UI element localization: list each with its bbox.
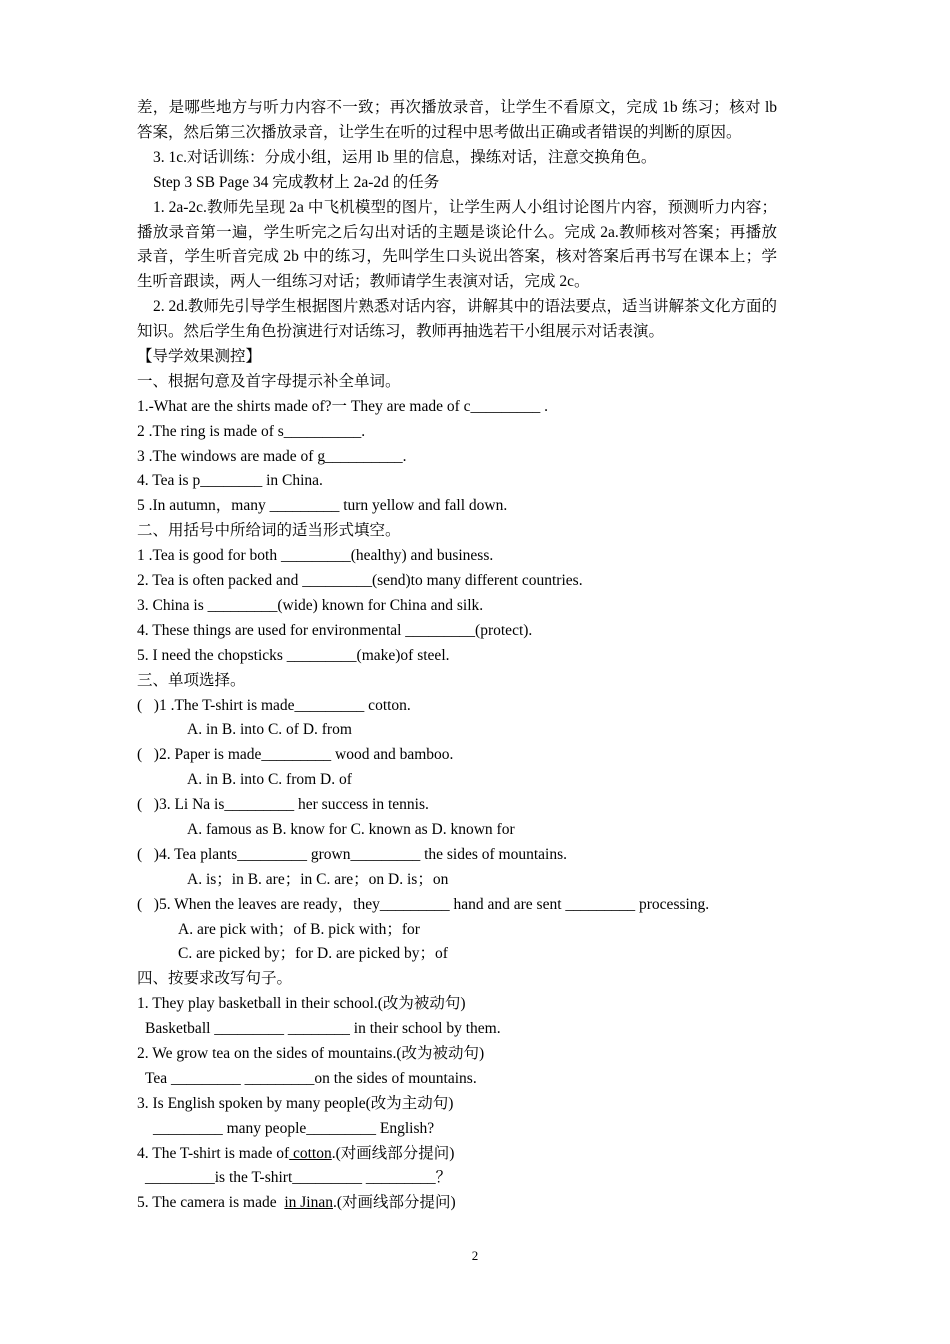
part1-item-3: 3 .The windows are made of g__________. [137, 447, 407, 465]
step3-heading: Step 3 SB Page 34 完成教材上 2a-2d 的任务 [153, 173, 440, 191]
section-title: 【导学效果测控】 [137, 348, 262, 366]
choice-question-3: ( )3. Li Na is_________ her success in tennis. [137, 796, 429, 814]
document-body [137, 96, 777, 1216]
rewrite-sentence-5-text: 5. The camera is made [137, 1194, 285, 1212]
part2-heading: 二、用括号中所给词的适当形式填空。 [137, 522, 401, 540]
part1-item-5: 5 .In autumn，many _________ turn yellow and fall down. [137, 497, 508, 515]
choice-question-1: ( )1 .The T-shirt is made_________ cotton. [137, 696, 411, 714]
rewrite-answer-1: Basketball _________ ________ in their school by them. [145, 1020, 501, 1038]
part2-item-1: 1 .Tea is good for both _________(healthy) and business. [137, 547, 494, 565]
part1-item-2: 2 .The ring is made of s__________. [137, 422, 366, 440]
rewrite-answer-3: _________ many people_________ English? [153, 1119, 435, 1137]
paragraph-2d: 2. 2d.教师先引导学生根据图片熟悉对话内容，讲解其中的语法要点，适当讲解茶文化方面的知识。然后学生角色扮演进行对话练习，教师再抽选若干小组展示对话表演。 [137, 298, 777, 341]
part2-item-3: 3. China is _________(wide) known for China and silk. [137, 596, 484, 614]
part2-item-2: 2. Tea is often packed and _________(send)to many different countries. [137, 572, 583, 590]
choice-question-4: ( )4. Tea plants_________ grown_________ the sides of mountains. [137, 845, 567, 863]
choice-options-4: A. is；in B. are；in C. are；on D. is；on [187, 870, 449, 888]
rewrite-answer-4: _________is the T-shirt_________ _________？ [145, 1169, 452, 1187]
rewrite-sentence-4-text: 4. The T-shirt is made of [137, 1144, 290, 1162]
page-number: 2 [471, 1248, 479, 1263]
underlined-word-cotton: cotton [289, 1144, 332, 1162]
rewrite-sentence-5-instruction: .(对画线部分提问) [333, 1194, 456, 1212]
rewrite-sentence-1: 1. They play basketball in their school.(改为被动句) [137, 995, 466, 1013]
paragraph-1b: 差，是哪些地方与听力内容不一致；再次播放录音，让学生不看原文，完成 1b 练习；核对 lb 答案，然后第三次播放录音，让学生在听的过程中思考做出正确或者错误的判断的原因。 [137, 99, 777, 141]
rewrite-sentence-3: 3. Is English spoken by many people(改为主动句) [137, 1094, 454, 1112]
rewrite-sentence-4 [137, 1142, 777, 1167]
choice-question-5: ( )5. When the leaves are ready，they_________ hand and are sent _________ processing. [137, 895, 710, 913]
choice-options-5a: A. are pick with；of B. pick with；for [178, 920, 420, 938]
choice-question-2: ( )2. Paper is made_________ wood and bamboo. [137, 746, 454, 764]
part2-item-5: 5. I need the chopsticks _________(make)of steel. [137, 646, 450, 664]
part4-heading: 四、按要求改写句子。 [137, 970, 293, 988]
rewrite-sentence-2: 2. We grow tea on the sides of mountains.(改为被动句) [137, 1044, 485, 1062]
choice-options-5b: C. are picked by；for D. are picked by；of [178, 945, 448, 963]
underlined-phrase-in-jinan: in Jinan [284, 1194, 333, 1212]
rewrite-answer-2: Tea _________ _________on the sides of mountains. [145, 1069, 477, 1087]
choice-options-2: A. in B. into C. from D. of [187, 771, 352, 789]
rewrite-sentence-4-instruction: .(对画线部分提问) [331, 1144, 455, 1162]
part1-item-1: 1.-What are the shirts made of?一 They are made of c_________ . [137, 397, 549, 415]
part1-heading: 一、根据句意及首字母提示补全单词。 [137, 372, 401, 390]
part2-item-4: 4. These things are used for environmental _________(protect). [137, 621, 533, 639]
choice-options-1: A. in B. into C. of D. from [187, 721, 352, 739]
choice-options-3: A. famous as B. know for C. known as D. known for [187, 820, 515, 838]
paragraph-1c: 3. 1c.对话训练：分成小组，运用 lb 里的信息，操练对话，注意交换角色。 [153, 148, 657, 166]
part1-item-4: 4. Tea is p________ in China. [137, 472, 323, 490]
rewrite-sentence-5 [137, 1191, 777, 1216]
part3-heading: 三、单项选择。 [137, 671, 246, 689]
paragraph-2a-2c: 1. 2a-2c.教师先呈现 2a 中飞机模型的图片，让学生两人小组讨论图片内容，预测听力内容；播放录音第一遍，学生听完之后勾出对话的主题是谈论什么。完成 2a.教师核对答案；再播放录音，学生听音完成 2b 中的练习，先叫学生口头说出答案，核对答案后再书写在课本上；学生听音跟读，两人一组练习对话；教师请学生表演对话，完成 2c。 [137, 198, 777, 291]
